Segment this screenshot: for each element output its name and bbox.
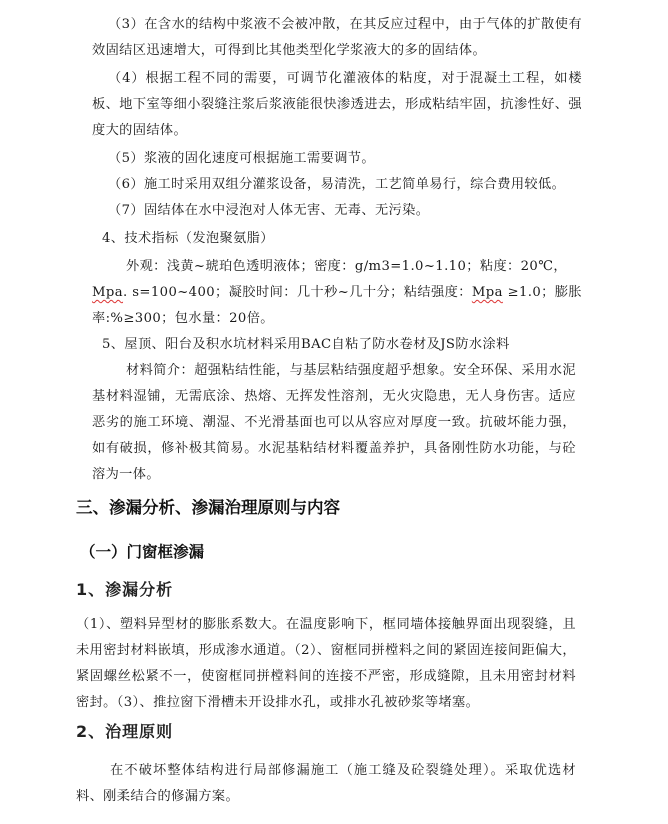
subsection-title: （一）门窗框渗漏 xyxy=(80,543,205,561)
roof-material-heading: 5、屋顶、阳台及积水坑材料采用BAC自粘了防水卷材及JS防水涂料 xyxy=(102,337,510,352)
paragraph-item-7: （7）固结体在水中浸泡对人体无害、无毒、无污染。 xyxy=(108,203,430,218)
spec-text: ≥1.0；膨胀率:%≥300；包水量：20倍。 xyxy=(92,285,582,326)
principle-text: 在不破坏整体结构进行局部修漏施工（施工缝及砼裂缝处理）。采取优选材料、刚柔结合的修漏方案。 xyxy=(76,763,576,804)
paragraph-item-5: （5）浆液的固化速度可根据施工需要调节。 xyxy=(108,151,375,166)
principle-heading: 2、治理原则 xyxy=(76,722,174,741)
spec-line-details xyxy=(92,280,582,332)
spec-line-appearance: 外观：浅黄~琥珀色透明液体；密度：g/m3=1.0~1.10；粘度：20℃， xyxy=(126,259,567,274)
section-title: 三、渗漏分析、渗漏治理原则与内容 xyxy=(76,498,340,517)
unit-mpa: Mpa xyxy=(471,285,503,300)
paragraph-item-3: （3）在含水的结构中浆液不会被冲散，在其反应过程中，由于气体的扩散使有效固结区迅速增大，可得到比其他类型化学浆液大的多的固结体。 xyxy=(92,17,582,58)
spec-text: . s=100~400；凝胶时间：几十秒~几十分；粘结强度： xyxy=(123,285,472,300)
analysis-heading: 1、渗漏分析 xyxy=(76,580,174,599)
paragraph-item-6: （6）施工时采用双组分灌浆设备，易清洗，工艺简单易行，综合费用较低。 xyxy=(108,177,566,192)
tech-spec-heading: 4、技术指标（发泡聚氨脂） xyxy=(102,231,274,246)
analysis-text: （1）、塑料异型材的膨胀系数大。在温度影响下，框同墙体接触界面出现裂缝，且未用密封材料嵌填，形成渗水通道。（2）、窗框同拼樘料之间的紧固连接间距偏大，紧固螺丝松紧不一，使窗框同拼樘料间的连接不严密，形成缝隙，且未用密封材料密封。（3）、推拉窗下滑槽未开设排水孔，或排水孔被砂浆等堵塞。 xyxy=(76,617,576,710)
material-intro: 材料简介：超强粘结性能，与基层粘结强度超乎想象。安全环保、采用水泥基材料湿铺，无需底涂、热熔、无挥发性溶剂，无火灾隐患，无人身伤害。适应恶劣的施工环境、潮湿、不光滑基面也可以从容应对厚度一致。抗破坏能力强，如有破损，修补极其简易。水泥基粘结材料覆盖养护，具备刚性防水功能，与砼溶为一体。 xyxy=(92,363,576,482)
paragraph-item-4: （4）根据工程不同的需要，可调节化灌液体的粘度，对于混凝土工程，如楼板、地下室等细小裂缝注浆后浆液能很快渗透进去，形成粘结牢固，抗渗性好、强度大的固结体。 xyxy=(92,71,582,138)
unit-mpa: Mpa xyxy=(92,285,124,300)
